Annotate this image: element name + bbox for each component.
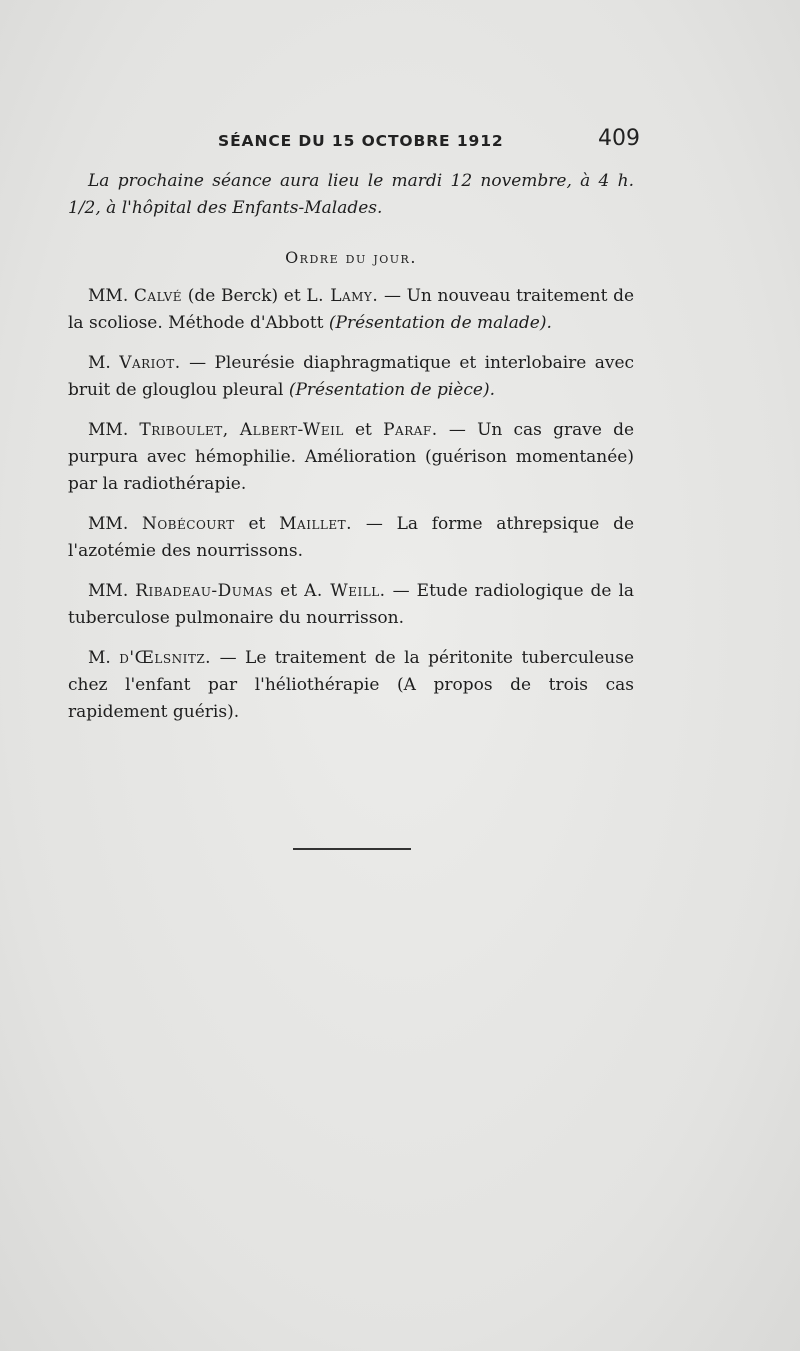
author-connector: et [355, 420, 372, 440]
author-name: Triboulet, [139, 420, 229, 440]
agenda-dash: — [392, 581, 410, 601]
author-note: (de Berck) [187, 286, 279, 306]
agenda-dash: — [383, 286, 401, 306]
agenda-dash: — [189, 353, 207, 373]
agenda-item-title: Un cas grave de purpura avec hémophilie. Amélioration (guérison momentanée) par la radiothérapie. [68, 420, 635, 494]
agenda-item-note: (Présentation de malade). [328, 313, 552, 333]
agenda-dash: — [219, 648, 237, 668]
agenda-heading: Ordre du jour. [285, 248, 417, 267]
agenda-item [68, 350, 634, 404]
agenda-item [68, 511, 634, 565]
agenda-item [68, 283, 634, 337]
agenda-item-title: La forme athrepsique de l'azotémie des nourrissons. [68, 514, 635, 561]
agenda-item-prefix: MM. [88, 514, 129, 534]
agenda-item-note: (Présentation de pièce). [288, 380, 495, 400]
end-rule [293, 848, 411, 850]
next-meeting-announcement: La prochaine séance aura lieu le mardi 12 novembre, à 4 h. 1/2, à l'hôpital des Enfants-Malades. [68, 171, 634, 218]
author-name: Nobécourt [141, 514, 235, 534]
agenda-item-prefix: M. [88, 353, 111, 373]
agenda-item-title: Etude radiologique de la tuberculose pulmonaire du nourrisson. [68, 581, 635, 628]
author-name: d'Œlsnitz. [119, 648, 212, 668]
agenda-item-prefix: MM. [88, 581, 129, 601]
agenda-dash: — [365, 514, 383, 534]
agenda-item-prefix: MM. [88, 286, 129, 306]
author-connector: et [248, 514, 266, 534]
agenda-item [68, 578, 634, 632]
agenda-item-title: Un nouveau traitement de la scoliose. Méthode d'Abbott [68, 286, 635, 333]
agenda-list [68, 283, 634, 726]
author-name: Variot. [119, 353, 181, 373]
author-name: Maillet. [279, 514, 353, 534]
agenda-item [68, 645, 634, 726]
author-name: Calvé [133, 286, 183, 306]
agenda-item-title: Pleurésie diaphragmatique et interlobaire avec bruit de glouglou pleural [68, 353, 635, 400]
agenda-item-prefix: M. [88, 648, 111, 668]
author-name: Paraf. [383, 420, 438, 440]
agenda-item-title: Le traitement de la péritonite tuberculeuse chez l'enfant par l'héliothérapie (A propos de trois cas rapidement guéris). [68, 648, 635, 722]
author-name: L. Lamy. [306, 286, 379, 306]
agenda-item [68, 417, 634, 498]
author-connector: et [283, 286, 301, 306]
page-number: 409 [598, 126, 640, 151]
running-title: SÉANCE DU 15 OCTOBRE 1912 [218, 132, 504, 150]
author-name: Ribadeau-Dumas [135, 581, 274, 601]
author-name: A. Weill. [304, 581, 386, 601]
agenda-item-prefix: MM. [88, 420, 129, 440]
author-connector: et [280, 581, 298, 601]
running-header [0, 128, 800, 158]
agenda-dash: — [448, 420, 466, 440]
page-body [68, 168, 634, 739]
author-name: Albert-Weil [239, 420, 344, 440]
